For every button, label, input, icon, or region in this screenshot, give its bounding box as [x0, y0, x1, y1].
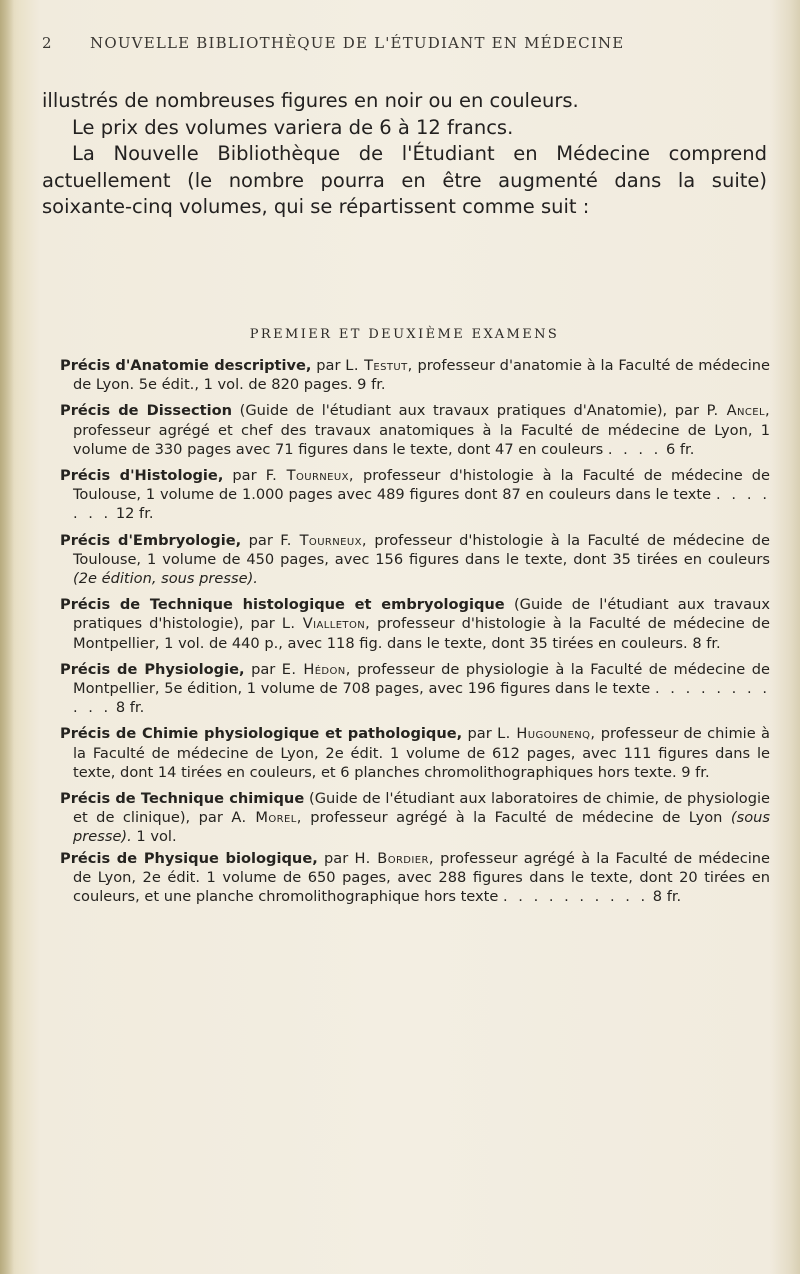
intro-collection-note: La Nouvelle Bibliothèque de l'Étudiant en Médecine comprend actuellement (le nombre pourra en être augmenté dans la suite) soixante-cinq volumes, qui se répartissent comme suit : [42, 142, 767, 218]
entry-price: 8 fr. [692, 634, 721, 652]
entry-price: 9 fr. [681, 763, 710, 781]
entry-author: F. Tourneux, [265, 467, 354, 485]
entry-author: L. Testut, [345, 357, 413, 374]
entry-price: 9 fr. [357, 376, 386, 394]
entry-price: 8 fr. [115, 699, 145, 717]
entry-author: A. Morel, [231, 809, 302, 827]
entry-author: H. Bordier, [354, 849, 434, 867]
entry-note: (sous presse). [73, 809, 770, 846]
entry-price: 6 fr. [665, 440, 695, 458]
section-title: PREMIER ET DEUXIÈME EXAMENS [249, 327, 560, 342]
intro-line-1: illustrés de nombreuses figures en noir ou en couleurs. [42, 89, 579, 112]
entry-price: 12 fr. [115, 505, 154, 523]
page-number: 2 [42, 34, 53, 52]
entry-author: F. Tourneux, [280, 531, 367, 549]
entry-title: Précis de Chimie physiologique et pathologique, [60, 725, 463, 743]
entry-title: Précis d'Anatomie descriptive, [60, 357, 312, 374]
entry-title: Précis d'Histologie, [60, 467, 224, 485]
entry-author: L. Vialleton, [281, 615, 371, 633]
list-item: Précis de Chimie physiologique et pathologique, par L. Hugounenq, professeur de chimie à la Faculté de médecine de Lyon, 2e édit. 1 volume de 612 pages, avec 111 figures dans le texte, dont 14 tirées en couleurs, et 6 planches chromolithographiques hors texte. 9 fr. [60, 725, 770, 781]
entry-title: Précis de Technique histologique et embryologique [60, 596, 505, 614]
entry-author: L. Hugounenq, [497, 725, 596, 743]
intro-text [42, 88, 767, 221]
intro-price-note: Le prix des volumes variera de 6 à 12 francs. [72, 115, 514, 139]
list-item: Précis de Physique biologique, par H. Bordier, professeur agrégé à la Faculté de médecine de Lyon, 2e édit. 1 volume de 650 pages, avec 288 figures dans le texte, dont 20 tirées en couleurs, et une planche chromolithographique hors texte . . . . . . . . . . 8 fr. [60, 849, 771, 906]
list-item: Précis d'Embryologie, par F. Tourneux, professeur d'histologie à la Faculté de médecine de Toulouse, 1 volume de 450 pages, avec 156 figures dans le texte, dont 35 tirées en couleurs (2e édition, sous presse). [60, 531, 771, 588]
list-item: Précis d'Anatomie descriptive, par L. Testut, professeur d'anatomie à la Faculté de médecine de Lyon. 5e édit., 1 vol. de 820 pages. 9 fr. [60, 357, 770, 394]
entry-title: Précis de Dissection [60, 402, 233, 420]
entry-note: (2e édition, sous presse). [73, 570, 258, 588]
list-item: Précis de Physiologie, par E. Hédon, professeur de physiologie à la Faculté de médecine de Montpellier, 5e édition, 1 volume de 708 pages, avec 196 figures dans le texte . . . . . . . . . . . 8 fr. [60, 660, 771, 717]
entry-title: Précis de Technique chimique [60, 790, 305, 808]
book-list [60, 356, 770, 913]
list-item: Précis de Dissection (Guide de l'étudiant aux travaux pratiques d'Anatomie), par P. Ancel, professeur agrégé et chef des travaux anatomiques à la Faculté de médecine de Lyon, 1 volume de 330 pages avec 71 figures dans le texte, dont 47 en couleurs . . . . 6 fr. [60, 402, 770, 458]
entry-title: Précis de Physique biologique, [60, 849, 318, 867]
entry-author: P. Ancel, [706, 402, 770, 420]
running-title: NOUVELLE BIBLIOTHÈQUE DE L'ÉTUDIANT EN MÉDECINE [90, 34, 625, 52]
list-item: Précis d'Histologie, par F. Tourneux, professeur d'histologie à la Faculté de médecine de Toulouse, 1 volume de 1.000 pages avec 489 figures dont 87 en couleurs dans le texte . . . . . . . 12 fr. [60, 467, 771, 523]
page-header [42, 34, 762, 56]
entry-title: Précis de Physiologie, [60, 660, 245, 678]
page-spine-shadow [0, 0, 14, 1274]
entry-title: Précis d'Embryologie, [60, 531, 242, 549]
list-item: Précis de Technique histologique et embryologique (Guide de l'étudiant aux travaux pratiques d'histologie), par L. Vialleton, professeur d'histologie à la Faculté de médecine de Montpellier, 1 vol. de 440 p., avec 118 fig. dans le texte, dont 35 tirées en couleurs. 8 fr. [60, 596, 771, 652]
list-item: Précis de Technique chimique (Guide de l'étudiant aux laboratoires de chimie, de physiologie et de clinique), par A. Morel, professeur agrégé à la Faculté de médecine de Lyon (sous presse). 1 vol. [60, 790, 771, 846]
entry-price: 8 fr. [652, 888, 682, 906]
entry-author: E. Hédon, [281, 660, 351, 678]
